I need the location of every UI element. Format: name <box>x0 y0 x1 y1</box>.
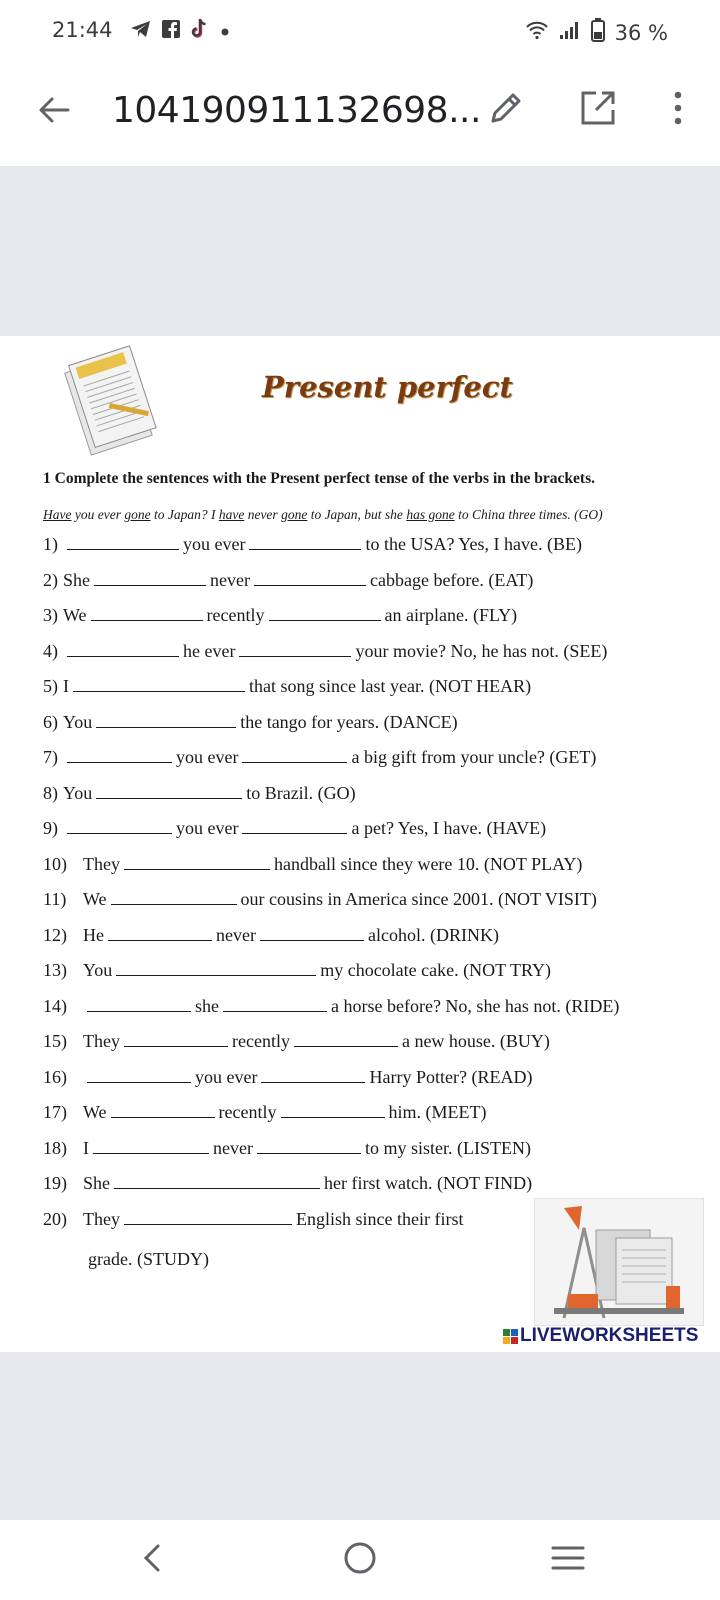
exercise-number: 19) <box>43 1173 67 1193</box>
exercise-middle-text: never <box>213 1137 253 1158</box>
answer-blank[interactable] <box>239 642 351 657</box>
open-with-button[interactable] <box>576 88 620 132</box>
answer-blank[interactable] <box>257 1139 361 1154</box>
viewer-background-bottom <box>0 1352 720 1520</box>
example-part: gone <box>124 507 151 522</box>
answer-blank[interactable] <box>294 1032 398 1047</box>
answer-blank[interactable] <box>114 1174 320 1189</box>
exercise-item <box>43 534 582 555</box>
exercise-subject: She <box>83 1173 110 1193</box>
example-part: to Japan? I <box>150 507 219 522</box>
answer-blank[interactable] <box>87 1068 191 1083</box>
exercise-item <box>43 1031 550 1052</box>
answer-blank[interactable] <box>111 1103 215 1118</box>
exercise-subject: You <box>83 960 113 980</box>
nav-recents-icon <box>551 1545 585 1575</box>
brand-mark-cell <box>503 1329 510 1336</box>
example-part: to China three times. (GO) <box>454 507 603 522</box>
answer-blank[interactable] <box>124 1210 292 1225</box>
exercise-number: 6) <box>43 711 58 732</box>
battery-icon <box>591 18 605 47</box>
exercise-subject: You <box>63 782 93 803</box>
answer-blank[interactable] <box>269 606 381 621</box>
answer-blank[interactable] <box>96 784 242 799</box>
exercise-ending: your movie? No, he has not. (SEE) <box>355 640 608 661</box>
nav-recents-button[interactable] <box>540 1536 596 1584</box>
exercise-item <box>43 1173 532 1194</box>
exercise-item <box>43 925 499 946</box>
status-system <box>525 18 668 47</box>
telegram-icon <box>130 19 152 43</box>
exercise-subject: I <box>63 676 69 696</box>
exercise-middle-text: he ever <box>183 640 236 661</box>
exercise-number: 14) <box>43 995 67 1016</box>
liveworksheets-wordmark: LIVEWORKSHEETS <box>520 1325 699 1346</box>
open-external-icon <box>580 90 616 130</box>
exercise-ending: a new house. (BUY) <box>401 1031 550 1051</box>
exercise-item <box>43 854 582 875</box>
exercise-item <box>43 570 533 591</box>
exercise-number: 8) <box>43 782 58 803</box>
answer-blank[interactable] <box>96 713 236 728</box>
exercise-number: 13) <box>43 960 67 980</box>
answer-blank[interactable] <box>242 819 347 834</box>
exercise-ending: our cousins in America since 2001. (NOT VISIT) <box>240 889 597 909</box>
answer-blank[interactable] <box>281 1103 385 1118</box>
exercise-item <box>43 889 597 910</box>
exercise-item <box>43 818 546 839</box>
answer-blank[interactable] <box>124 1032 228 1047</box>
exercise-middle-text: recently <box>218 1102 277 1122</box>
answer-blank[interactable] <box>108 926 212 941</box>
exercise-number: 2) <box>43 569 58 590</box>
exercise-item <box>43 641 607 662</box>
exercise-ending: English since their first <box>295 1208 464 1229</box>
worksheet-title: Present perfect <box>262 370 513 404</box>
brand-mark-cell <box>503 1337 510 1344</box>
exercise-subject: We <box>63 605 87 625</box>
brand-mark-cell <box>511 1337 518 1344</box>
exercise-item <box>43 996 619 1017</box>
example-part: gone <box>281 507 308 522</box>
dot-icon <box>220 22 230 41</box>
battery-percent: 36 % <box>614 20 668 45</box>
exercise-ending: that song since last year. (NOT HEAR) <box>249 676 532 696</box>
exercise-ending: him. (MEET) <box>388 1102 487 1122</box>
exercise-middle-text: recently <box>231 1031 290 1051</box>
example-part: has gone <box>406 507 455 522</box>
exercise-number: 5) <box>43 676 58 696</box>
exercise-ending: my chocolate cake. (NOT TRY) <box>320 960 551 980</box>
status-notifications <box>130 18 230 44</box>
answer-blank[interactable] <box>67 642 179 657</box>
exercise-middle-text: you ever <box>183 534 246 554</box>
exercise-number: 11) <box>43 889 67 909</box>
exercise-ending: her first watch. (NOT FIND) <box>324 1173 533 1193</box>
exercise-ending: alcohol. (DRINK) <box>367 924 499 945</box>
answer-blank[interactable] <box>111 890 237 905</box>
exercise-subject: We <box>83 1102 107 1122</box>
exercise-number: 9) <box>43 818 58 838</box>
exercise-ending: the tango for years. (DANCE) <box>240 711 458 732</box>
nav-home-button[interactable] <box>332 1536 388 1584</box>
exercise-number: 10) <box>43 853 67 874</box>
answer-blank[interactable] <box>91 606 203 621</box>
app-bar <box>0 62 720 167</box>
exercise-ending: handball since they were 10. (NOT PLAY) <box>273 853 583 874</box>
answer-blank[interactable] <box>124 855 270 870</box>
exercise-ending: a pet? Yes, I have. (HAVE) <box>351 818 547 838</box>
exercise-number: 4) <box>43 640 58 661</box>
exercise-number: 3) <box>43 605 58 625</box>
exercise-item <box>43 1102 487 1123</box>
status-bar <box>0 0 720 62</box>
answer-blank[interactable] <box>94 571 206 586</box>
exercise-middle-text: she <box>195 995 219 1016</box>
exercise-subject: They <box>83 853 120 874</box>
document-page <box>0 336 720 1352</box>
exercise-item <box>43 676 531 697</box>
answer-blank[interactable] <box>261 1068 365 1083</box>
arrow-left-icon <box>38 96 70 128</box>
liveworksheets-logo <box>503 1325 698 1347</box>
notebook-illustration <box>52 342 172 465</box>
edit-button[interactable] <box>484 88 528 132</box>
exercise-subject: They <box>83 1208 120 1229</box>
exercise-ending: a horse before? No, she has not. (RIDE) <box>331 995 620 1016</box>
answer-blank[interactable] <box>67 535 179 550</box>
answer-blank[interactable] <box>242 748 347 763</box>
back-button[interactable] <box>32 90 76 134</box>
exercise-number: 16) <box>43 1066 67 1087</box>
exercise-number: 17) <box>43 1102 67 1122</box>
file-title: 104190911132698... <box>112 90 481 131</box>
exercise-number: 18) <box>43 1137 67 1158</box>
exercise-subject: You <box>63 711 93 732</box>
wifi-icon <box>525 20 549 45</box>
exercise-subject: We <box>83 889 107 909</box>
exercise-middle-text: recently <box>206 605 265 625</box>
exercise-item <box>43 1138 531 1159</box>
exercise-middle-text: you ever <box>176 818 239 838</box>
nav-back-icon <box>142 1543 162 1577</box>
exercise-number: 15) <box>43 1031 67 1051</box>
exercise-ending: to Brazil. (GO) <box>246 782 356 803</box>
example-part: to Japan, but she <box>307 507 407 522</box>
exercise-middle-text: you ever <box>195 1066 258 1087</box>
answer-blank[interactable] <box>254 571 366 586</box>
exercise-number: 12) <box>43 924 67 945</box>
exercise-ending: cabbage before. (EAT) <box>369 569 534 590</box>
answer-blank[interactable] <box>93 1139 209 1154</box>
exercise-item <box>43 1067 532 1088</box>
exercise-subject: They <box>83 1031 120 1051</box>
exercise-ending: Harry Potter? (READ) <box>369 1066 533 1087</box>
example-sentence <box>43 507 603 523</box>
exercise-number: 7) <box>43 747 58 767</box>
brand-mark-cell <box>511 1329 518 1336</box>
facebook-icon <box>162 20 180 42</box>
signal-icon <box>559 20 581 45</box>
exercise-ending: to the USA? Yes, I have. (BE) <box>365 534 582 554</box>
exercise-number: 1) <box>43 534 58 554</box>
example-part: have <box>218 507 245 522</box>
exercise-middle-text: never <box>210 569 250 590</box>
example-part: you ever <box>71 507 125 522</box>
instruction-text: 1 Complete the sentences with the Present perfect tense of the verbs in the brackets. <box>43 470 595 487</box>
answer-blank[interactable] <box>260 926 364 941</box>
exercise-middle-text: never <box>216 924 256 945</box>
navigation-bar <box>0 1520 720 1600</box>
exercise-middle-text: you ever <box>176 747 239 767</box>
more-vert-icon <box>673 91 683 129</box>
exercise-item <box>43 747 596 768</box>
exercise-item <box>43 712 458 733</box>
tiktok-icon <box>190 18 210 44</box>
answer-blank[interactable] <box>116 961 316 976</box>
exercise-ending: to my sister. (LISTEN) <box>364 1137 531 1158</box>
exercise-ending: an airplane. (FLY) <box>384 605 518 625</box>
answer-blank[interactable] <box>249 535 361 550</box>
exercise-subject: I <box>83 1137 89 1158</box>
viewer-background <box>0 166 720 336</box>
exercise-continuation: grade. (STUDY) <box>88 1249 209 1269</box>
exercise-number: 20) <box>43 1208 67 1229</box>
exercise-item <box>43 960 551 981</box>
liveworksheets-mark <box>503 1329 518 1344</box>
exercise-subject: She <box>63 569 90 590</box>
exercise-item <box>43 605 517 626</box>
answer-blank[interactable] <box>67 819 172 834</box>
exercise-item <box>43 783 356 804</box>
answer-blank[interactable] <box>87 997 191 1012</box>
more-options-button[interactable] <box>660 88 696 132</box>
exercise-subject: He <box>83 924 104 945</box>
exercise-ending: a big gift from your uncle? (GET) <box>351 747 597 767</box>
answer-blank[interactable] <box>73 677 245 692</box>
example-part: Have <box>43 507 72 522</box>
example-part: never <box>244 507 282 522</box>
nav-home-icon <box>343 1541 377 1579</box>
answer-blank[interactable] <box>223 997 327 1012</box>
desk-illustration <box>534 1198 704 1331</box>
answer-blank[interactable] <box>67 748 172 763</box>
exercise-item <box>43 1209 463 1230</box>
nav-back-button[interactable] <box>124 1536 180 1584</box>
status-time: 21:44 <box>52 18 113 42</box>
pencil-icon <box>489 91 523 129</box>
